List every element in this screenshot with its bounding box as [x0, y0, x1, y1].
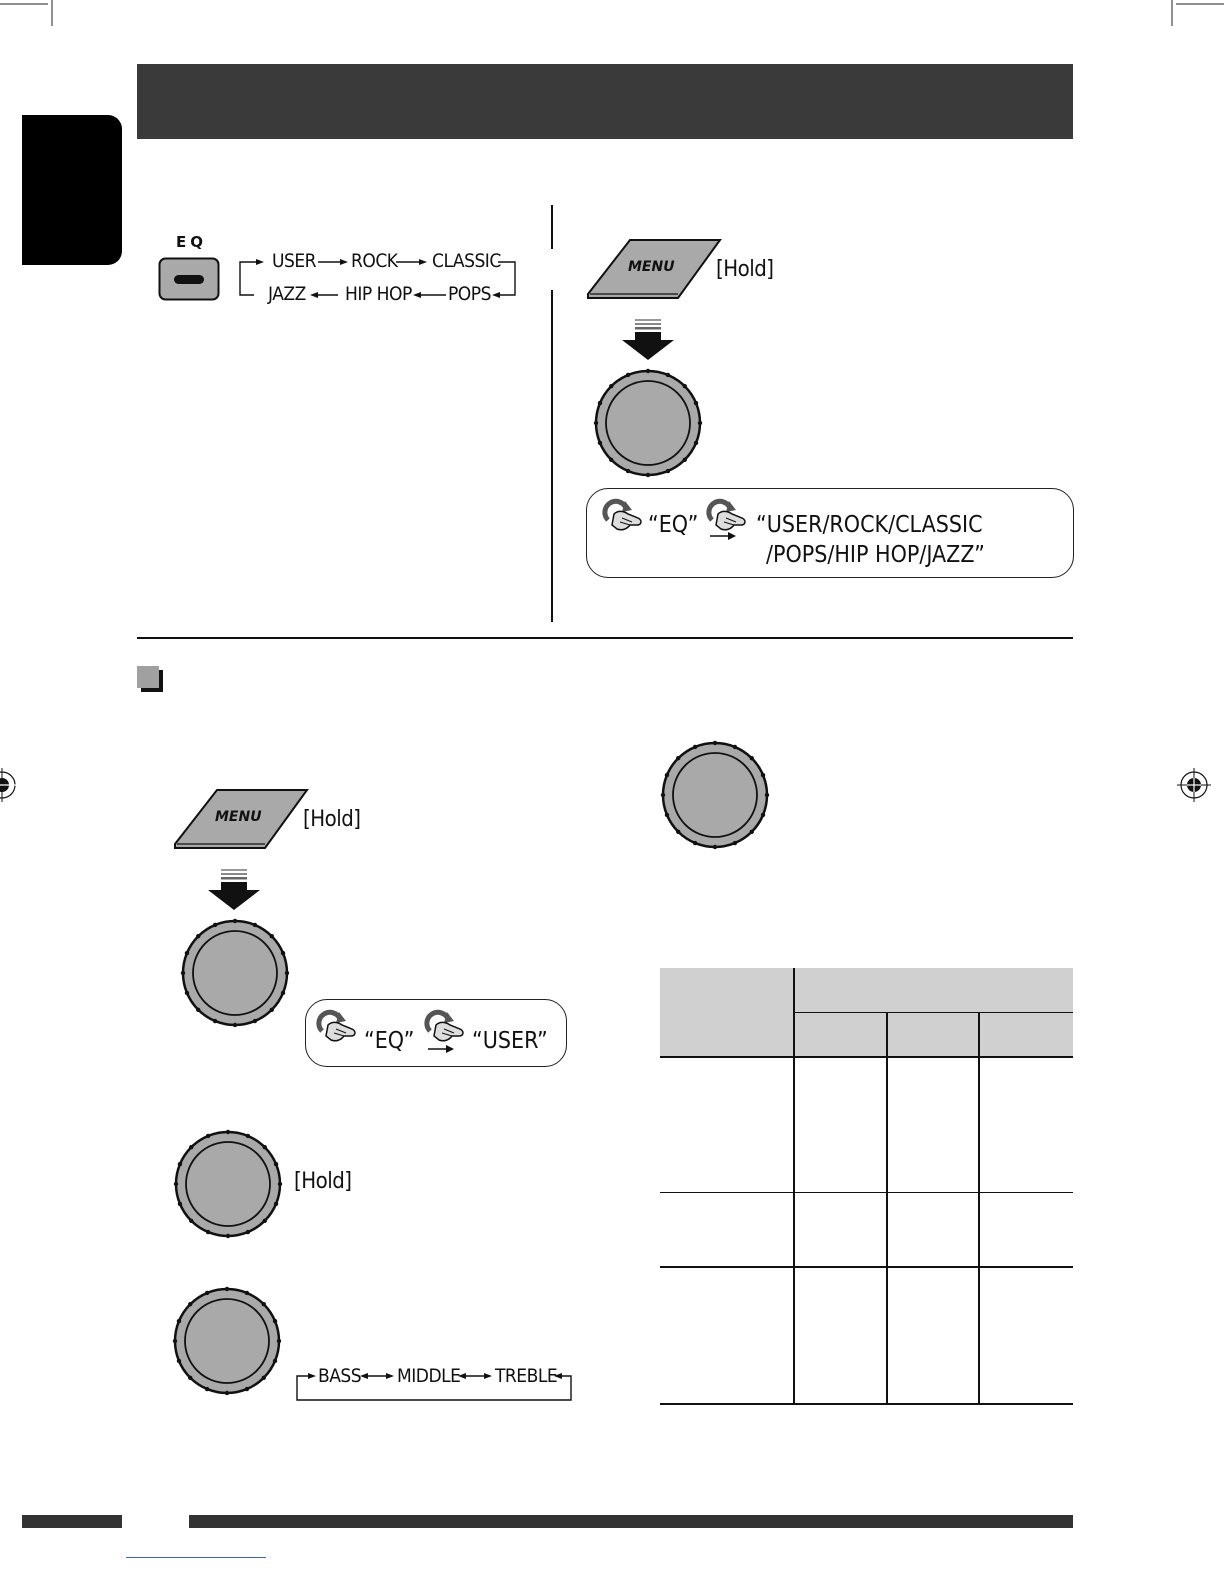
- knob-tick: [177, 1359, 181, 1363]
- dial-turn-icon-left: [314, 1009, 360, 1045]
- knob-tick: [262, 1376, 266, 1380]
- column-divider-lower: [551, 290, 553, 622]
- knob-tick: [676, 830, 680, 834]
- press-arrow-icon: [708, 530, 738, 542]
- registration-mark-left: [0, 768, 20, 802]
- knob-tick: [233, 1023, 237, 1027]
- eq-button[interactable]: [158, 257, 220, 301]
- down-arrow-left: [206, 868, 262, 912]
- table-header-cell: [979, 1013, 1073, 1056]
- knob-tick: [281, 951, 285, 955]
- knob-tick: [278, 1182, 282, 1186]
- knob-tick: [273, 1319, 277, 1323]
- knob-tick: [246, 1230, 250, 1234]
- knob-tick: [285, 971, 289, 975]
- knob-tick: [174, 1182, 178, 1186]
- table-hline: [660, 1056, 1073, 1058]
- control-dial-right-lower[interactable]: [659, 739, 771, 851]
- table-hline: [794, 1012, 1073, 1013]
- knob-tick: [598, 401, 602, 405]
- dial-press-icon: [704, 498, 750, 534]
- knob-tick: [609, 458, 613, 462]
- quote-modes-line1: “USER/ROCK/CLASSIC: [756, 512, 983, 538]
- knob-tick: [646, 473, 650, 477]
- knob-tick: [178, 1202, 182, 1206]
- control-dial-left-2[interactable]: [172, 1128, 284, 1240]
- knob-tick: [713, 845, 717, 849]
- crop-marks-top: [0, 0, 1224, 30]
- registration-mark-right: [1177, 768, 1211, 802]
- knob-tick: [713, 741, 717, 745]
- knob-tick: [694, 441, 698, 445]
- knob-tick: [196, 1008, 200, 1012]
- section-divider: [137, 637, 1073, 639]
- knob-tick: [594, 421, 598, 425]
- knob-tick: [666, 469, 670, 473]
- knob-tick: [188, 1376, 192, 1380]
- table-header-cell: [794, 1013, 886, 1056]
- knob-tick: [733, 841, 737, 845]
- knob-tick: [245, 1291, 249, 1295]
- knob-tick: [253, 1019, 257, 1023]
- knob-tick: [666, 373, 670, 377]
- knob-tick: [281, 991, 285, 995]
- dial-hold-label: [Hold]: [294, 1169, 352, 1194]
- eq-mode-pops: POPS: [448, 283, 491, 305]
- quote-eq-right: “EQ”: [648, 512, 699, 538]
- knob-tick: [206, 1134, 210, 1138]
- knob-tick: [683, 458, 687, 462]
- control-dial-left-3[interactable]: [171, 1285, 283, 1397]
- section-bullet-square: [136, 665, 166, 693]
- knob-tick: [173, 1339, 177, 1343]
- knob-tick: [245, 1387, 249, 1391]
- knob-tick: [761, 773, 765, 777]
- knob-tick: [213, 923, 217, 927]
- section-header-bar: [137, 64, 1073, 139]
- knob-tick: [188, 1302, 192, 1306]
- table-header-cell: [887, 1013, 978, 1056]
- eq-mode-classic: CLASSIC: [432, 250, 501, 272]
- tone-middle: MIDDLE: [397, 1365, 461, 1387]
- knob-tick: [598, 441, 602, 445]
- knob-tick: [189, 1219, 193, 1223]
- knob-tick: [233, 919, 237, 923]
- menu-button-left-label: MENU: [215, 809, 262, 825]
- knob-tick: [683, 384, 687, 388]
- knob-tick: [698, 421, 702, 425]
- knob-tick: [609, 384, 613, 388]
- knob-tick: [665, 813, 669, 817]
- knob-tick: [263, 1219, 267, 1223]
- knob-tick: [225, 1391, 229, 1395]
- footer-bar-left: [22, 1515, 122, 1528]
- knob-tick: [178, 1162, 182, 1166]
- footer-bar-right: [189, 1515, 1073, 1528]
- menu-right-hold-label: [Hold]: [716, 257, 774, 282]
- knob-tick: [226, 1130, 230, 1134]
- knob-tick: [205, 1387, 209, 1391]
- table-hline: [660, 1192, 1073, 1193]
- table-vline: [978, 1012, 980, 1404]
- knob-tick: [750, 756, 754, 760]
- knob-tick: [270, 934, 274, 938]
- tone-settings-table: [660, 968, 1073, 1406]
- knob-tick: [196, 934, 200, 938]
- knob-tick: [177, 1319, 181, 1323]
- knob-tick: [253, 923, 257, 927]
- knob-tick: [277, 1339, 281, 1343]
- knob-tick: [263, 1145, 267, 1149]
- table-hline: [660, 1266, 1073, 1268]
- menu-left-hold-label: [Hold]: [303, 807, 361, 832]
- table-header-cell: [794, 968, 1073, 1012]
- knob-tick: [274, 1202, 278, 1206]
- knob-tick: [665, 773, 669, 777]
- knob-tick: [676, 756, 680, 760]
- knob-tick: [205, 1291, 209, 1295]
- footer-link-underline: [126, 1557, 266, 1558]
- knob-tick: [694, 401, 698, 405]
- dial-turn-icon: [600, 498, 646, 534]
- knob-tick: [206, 1230, 210, 1234]
- down-arrow-right: [620, 318, 676, 362]
- tone-bass: BASS: [318, 1365, 362, 1387]
- knob-tick: [693, 745, 697, 749]
- knob-tick: [733, 745, 737, 749]
- language-side-tab: [22, 115, 122, 265]
- knob-tick: [225, 1287, 229, 1291]
- knob-tick: [626, 373, 630, 377]
- knob-tick: [693, 841, 697, 845]
- dial-press-icon-left: [422, 1009, 468, 1045]
- knob-tick: [246, 1134, 250, 1138]
- quote-user: “USER”: [472, 1028, 548, 1054]
- tone-treble: TREBLE: [495, 1365, 558, 1387]
- table-header-cell: [660, 968, 793, 1056]
- knob-tick: [761, 813, 765, 817]
- quote-eq-left: “EQ”: [364, 1028, 415, 1054]
- control-dial-right[interactable]: [592, 367, 704, 479]
- knob-tick: [226, 1234, 230, 1238]
- knob-tick: [765, 793, 769, 797]
- quote-modes-line2: /POPS/HIP HOP/JAZZ”: [766, 542, 985, 568]
- knob-tick: [274, 1162, 278, 1166]
- eq-mode-hiphop: HIP HOP: [345, 283, 412, 305]
- table-hline: [660, 1403, 1073, 1405]
- knob-tick: [273, 1359, 277, 1363]
- knob-tick: [661, 793, 665, 797]
- table-vline: [886, 1012, 888, 1404]
- knob-tick: [185, 951, 189, 955]
- knob-tick: [270, 1008, 274, 1012]
- knob-tick: [185, 991, 189, 995]
- menu-button-right-label: MENU: [628, 259, 675, 275]
- column-divider-upper: [551, 205, 553, 249]
- knob-tick: [626, 469, 630, 473]
- table-vline: [793, 968, 795, 1404]
- knob-tick: [213, 1019, 217, 1023]
- knob-tick: [189, 1145, 193, 1149]
- knob-tick: [181, 971, 185, 975]
- eq-button-label: EQ: [176, 233, 207, 251]
- knob-tick: [750, 830, 754, 834]
- press-arrow-icon-left: [426, 1043, 456, 1055]
- knob-tick: [262, 1302, 266, 1306]
- eq-mode-user: USER: [272, 250, 317, 272]
- eq-mode-rock: ROCK: [351, 250, 398, 272]
- eq-mode-jazz: JAZZ: [268, 283, 306, 305]
- knob-tick: [646, 369, 650, 373]
- control-dial-left-1[interactable]: [179, 917, 291, 1029]
